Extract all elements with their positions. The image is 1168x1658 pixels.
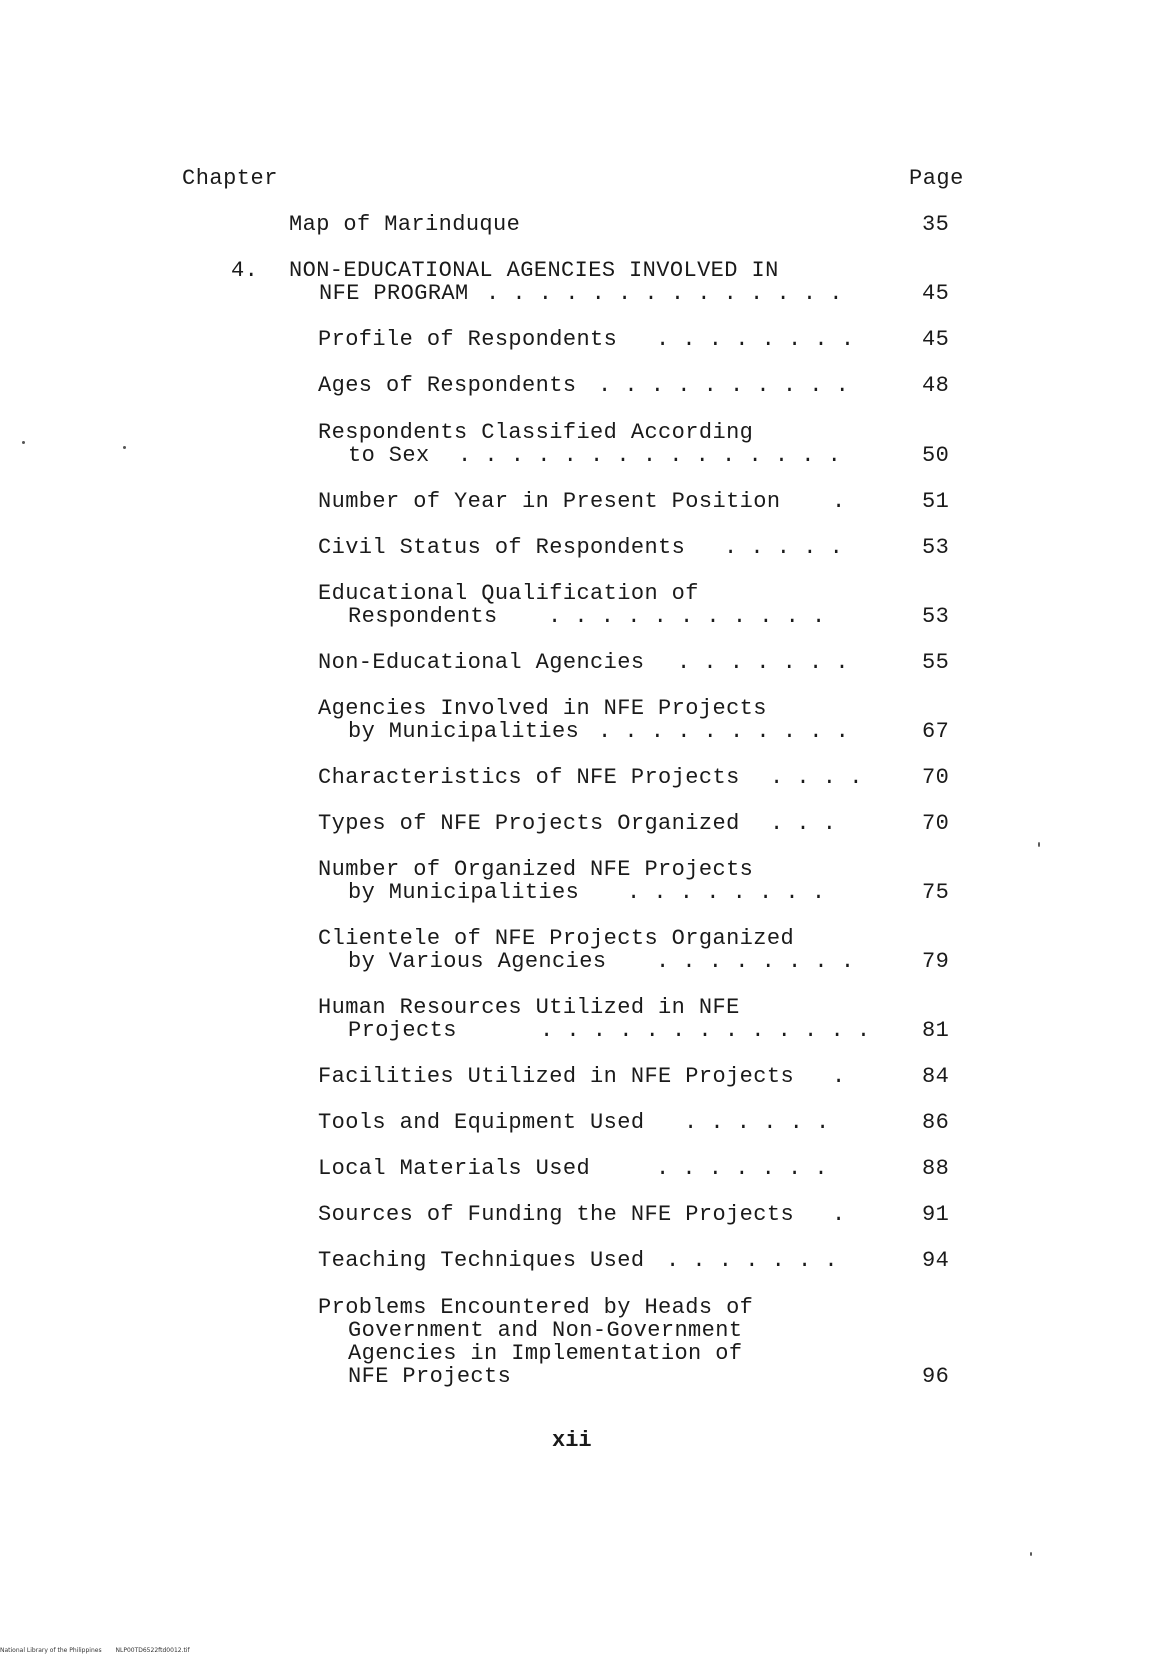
scan-speck xyxy=(22,441,25,444)
toc-entry-page: 67 xyxy=(922,719,950,744)
chapter-header: Chapter xyxy=(182,166,278,191)
dot-leader: . xyxy=(832,1064,846,1089)
toc-entry-page: 84 xyxy=(922,1064,950,1089)
toc-entry-line: Map of Marinduque xyxy=(289,212,521,237)
toc-entry-page: 35 xyxy=(922,212,950,237)
dot-leader: . xyxy=(832,489,846,514)
dot-leader: . . . . xyxy=(770,765,863,790)
dot-leader: . . . . . . xyxy=(684,1110,830,1135)
toc-entry-line: Agencies Involved in NFE Projects xyxy=(318,696,767,721)
toc-entry-line: Teaching Techniques Used xyxy=(318,1248,645,1273)
toc-entry-title xyxy=(318,766,740,789)
scan-speck xyxy=(1038,842,1040,847)
toc-entry-page: 86 xyxy=(922,1110,950,1135)
toc-entry-page: 50 xyxy=(922,443,950,468)
toc-entry-title xyxy=(318,812,740,835)
toc-entry-title xyxy=(318,1157,590,1180)
toc-entry-title xyxy=(318,1065,794,1088)
toc-entry-page: 88 xyxy=(922,1156,950,1181)
toc-entry-line: Clientele of NFE Projects Organized xyxy=(318,926,795,951)
toc-entry-line: Number of Year in Present Position xyxy=(318,489,781,514)
dot-leader: . . . . . . . . . . xyxy=(598,719,849,744)
toc-entry-line: Types of NFE Projects Organized xyxy=(318,811,740,836)
toc-entry-line: by Municipalities xyxy=(348,880,580,905)
scan-footer xyxy=(0,1647,202,1654)
toc-entry-page: 96 xyxy=(922,1364,950,1389)
toc-entry-page: 94 xyxy=(922,1248,950,1273)
toc-entry-title xyxy=(318,374,576,397)
toc-entry-line: Profile of Respondents xyxy=(318,327,618,352)
toc-entry-line: Ages of Respondents xyxy=(318,373,577,398)
toc-entry-page: 45 xyxy=(922,327,950,352)
page-number: xii xyxy=(552,1428,592,1453)
dot-leader: . . . . . . . . . . . . . xyxy=(540,1018,871,1043)
toc-entry-page: 91 xyxy=(922,1202,950,1227)
dot-leader: . . . . . . . xyxy=(666,1248,838,1273)
toc-entry-line: to Sex xyxy=(348,443,430,468)
toc-entry-line: Number of Organized NFE Projects xyxy=(318,857,754,882)
toc-entry-line: Respondents xyxy=(348,604,498,629)
toc-entry-line: NON-EDUCATIONAL AGENCIES INVOLVED IN xyxy=(289,258,779,283)
dot-leader: . . . xyxy=(770,811,837,836)
toc-entry-line: Non-Educational Agencies xyxy=(318,650,645,675)
dot-leader: . . . . . . . xyxy=(677,650,849,675)
scan-speck xyxy=(123,446,126,449)
toc-entry-line: Facilities Utilized in NFE Projects xyxy=(318,1064,795,1089)
toc-entry-line: Agencies in Implementation of xyxy=(348,1341,743,1366)
toc-entry-title xyxy=(318,1203,794,1226)
toc-entry-title xyxy=(318,328,617,351)
scan-file-label: NLP00TD6522ftd0012.tif xyxy=(115,1647,190,1654)
toc-entry-page: 48 xyxy=(922,373,950,398)
toc-entry-line: NFE Projects xyxy=(348,1364,512,1389)
toc-entry-line: by Municipalities xyxy=(348,719,580,744)
dot-leader: . . . . . . . xyxy=(656,1156,828,1181)
scan-speck xyxy=(1030,1552,1032,1556)
toc-entry-title xyxy=(289,213,520,236)
toc-entry-line: Educational Qualification of xyxy=(318,581,699,606)
toc-entry-line: Government and Non-Government xyxy=(348,1318,743,1343)
toc-entry-page: 70 xyxy=(922,765,950,790)
toc-entry-title xyxy=(318,1296,753,1388)
toc-entry-page: 45 xyxy=(922,281,950,306)
toc-entry-line: Sources of Funding the NFE Projects xyxy=(318,1202,795,1227)
toc-entry-page: 81 xyxy=(922,1018,950,1043)
toc-entry-title xyxy=(318,1111,644,1134)
toc-entry-title xyxy=(318,536,685,559)
dot-leader: . . . . . . . . . . xyxy=(598,373,849,398)
dot-leader: . . . . . . . . xyxy=(627,880,826,905)
toc-entry-line: Civil Status of Respondents xyxy=(318,535,686,560)
toc-entry-page: 53 xyxy=(922,604,950,629)
toc-entry-line: Tools and Equipment Used xyxy=(318,1110,645,1135)
dot-leader: . . . . . . . . . . . xyxy=(548,604,826,629)
dot-leader: . xyxy=(832,1202,846,1227)
toc-entry-page: 70 xyxy=(922,811,950,836)
toc-entry-title xyxy=(318,651,644,674)
toc-entry-page: 79 xyxy=(922,949,950,974)
toc-entry-line: Respondents Classified According xyxy=(318,420,754,445)
toc-entry-line: Human Resources Utilized in NFE xyxy=(318,995,740,1020)
toc-entry-page: 55 xyxy=(922,650,950,675)
scan-library-label: National Library of the Philippines xyxy=(0,1647,102,1654)
toc-entry-line: Local Materials Used xyxy=(318,1156,591,1181)
toc-entry-page: 53 xyxy=(922,535,950,560)
toc-entry-line: NFE PROGRAM xyxy=(319,281,469,306)
toc-entry-line: Projects xyxy=(348,1018,457,1043)
dot-leader: . . . . . xyxy=(724,535,843,560)
toc-entry-title xyxy=(318,1249,644,1272)
toc-entry-line: by Various Agencies xyxy=(348,949,607,974)
chapter-number: 4. xyxy=(231,258,259,283)
toc-entry-line: Problems Encountered by Heads of xyxy=(318,1295,754,1320)
toc-entry-title xyxy=(318,490,780,513)
toc-entry-page: 51 xyxy=(922,489,950,514)
dot-leader: . . . . . . . . xyxy=(656,327,855,352)
dot-leader: . . . . . . . . . . . . . . xyxy=(486,281,843,306)
toc-entry-line: Characteristics of NFE Projects xyxy=(318,765,740,790)
page-header: Page xyxy=(909,166,964,191)
toc-entry-page: 75 xyxy=(922,880,950,905)
dot-leader: . . . . . . . . . . . . . . . xyxy=(458,443,841,468)
dot-leader: . . . . . . . . xyxy=(656,949,855,974)
